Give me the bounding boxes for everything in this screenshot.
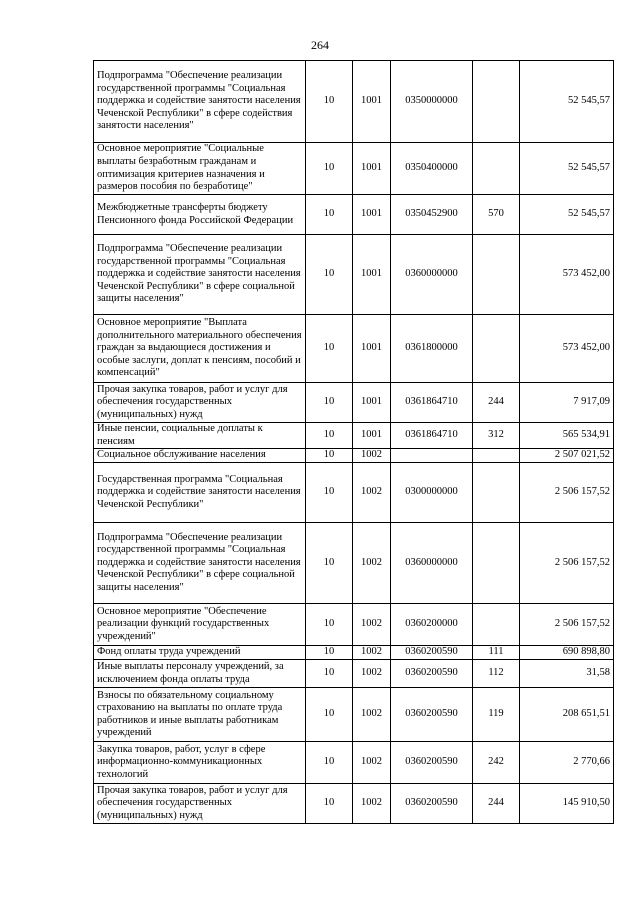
row-amount: 2 506 157,52: [520, 523, 614, 604]
table-row: [94, 383, 614, 423]
row-section: 10: [306, 143, 353, 195]
row-amount: 31,58: [520, 660, 614, 688]
row-subsection: 1001: [353, 315, 391, 383]
row-target-code: 0360200590: [391, 688, 473, 742]
row-target-code: 0361864710: [391, 423, 473, 449]
row-expense-type: [473, 315, 520, 383]
row-name: Иные выплаты персоналу учреждений, за исключением фонда оплаты труда: [94, 660, 306, 688]
row-target-code: 0350452900: [391, 195, 473, 235]
row-name: Иные пенсии, социальные доплаты к пенсиям: [94, 423, 306, 449]
table-row: [94, 61, 614, 143]
row-section: 10: [306, 463, 353, 523]
table-row: [94, 195, 614, 235]
table-row: [94, 784, 614, 824]
row-subsection: 1001: [353, 61, 391, 143]
table-row: [94, 688, 614, 742]
row-expense-type: [473, 463, 520, 523]
row-amount: 573 452,00: [520, 315, 614, 383]
row-subsection: 1002: [353, 449, 391, 463]
table-row: [94, 449, 614, 463]
row-expense-type: 111: [473, 646, 520, 660]
row-target-code: 0360200590: [391, 646, 473, 660]
row-subsection: 1002: [353, 660, 391, 688]
row-name: Прочая закупка товаров, работ и услуг для обеспечения государственных (муниципальных) нужд: [94, 784, 306, 824]
table-row: [94, 143, 614, 195]
row-section: 10: [306, 604, 353, 646]
row-expense-type: [473, 143, 520, 195]
row-section: 10: [306, 742, 353, 784]
row-amount: 690 898,80: [520, 646, 614, 660]
row-target-code: 0361864710: [391, 383, 473, 423]
row-name: Взносы по обязательному социальному страхованию на выплаты по оплате труда работников и иные выплаты работникам учреждений: [94, 688, 306, 742]
row-subsection: 1001: [353, 195, 391, 235]
row-name: Подпрограмма "Обеспечение реализации государственной программы "Социальная поддержка и содействие занятости населения Чеченской Республики" в сфере социальной защиты населения": [94, 523, 306, 604]
row-expense-type: 119: [473, 688, 520, 742]
table-row: [94, 742, 614, 784]
row-amount: 2 506 157,52: [520, 463, 614, 523]
row-name: Социальное обслуживание населения: [94, 449, 306, 463]
row-amount: 2 770,66: [520, 742, 614, 784]
row-section: 10: [306, 383, 353, 423]
row-expense-type: 312: [473, 423, 520, 449]
table-row: [94, 523, 614, 604]
row-section: 10: [306, 784, 353, 824]
row-target-code: 0360000000: [391, 235, 473, 315]
row-expense-type: [473, 61, 520, 143]
row-target-code: 0361800000: [391, 315, 473, 383]
row-section: 10: [306, 523, 353, 604]
row-expense-type: [473, 449, 520, 463]
table-row: [94, 423, 614, 449]
row-target-code: 0360200590: [391, 784, 473, 824]
row-expense-type: [473, 523, 520, 604]
row-target-code: 0360000000: [391, 523, 473, 604]
row-name: Подпрограмма "Обеспечение реализации государственной программы "Социальная поддержка и содействие занятости населения Чеченской Республики" в сфере социальной защиты населения": [94, 235, 306, 315]
row-amount: 7 917,09: [520, 383, 614, 423]
row-expense-type: 112: [473, 660, 520, 688]
row-amount: 2 506 157,52: [520, 604, 614, 646]
row-target-code: 0360200000: [391, 604, 473, 646]
row-target-code: 0360200590: [391, 742, 473, 784]
row-amount: 2 507 021,52: [520, 449, 614, 463]
row-name: Фонд оплаты труда учреждений: [94, 646, 306, 660]
row-expense-type: 570: [473, 195, 520, 235]
row-subsection: 1002: [353, 688, 391, 742]
row-name: Основное мероприятие "Социальные выплаты безработным гражданам и оптимизация критериев назначения и размеров пособия по безработице": [94, 143, 306, 195]
row-name: Основное мероприятие "Выплата дополнительного материального обеспечения граждан за выдающиеся достижения и особые заслуги, доплат к пенсиям, пособий и компенсаций": [94, 315, 306, 383]
table-row: [94, 315, 614, 383]
row-expense-type: [473, 604, 520, 646]
table-row: [94, 235, 614, 315]
row-name: Подпрограмма "Обеспечение реализации государственной программы "Социальная поддержка и содействие занятости населения Чеченской Республики" в сфере содействия занятости населения": [94, 61, 306, 143]
row-subsection: 1001: [353, 383, 391, 423]
table-row: [94, 646, 614, 660]
row-amount: 52 545,57: [520, 195, 614, 235]
budget-table: [93, 60, 614, 824]
table-row: [94, 660, 614, 688]
table-row: [94, 463, 614, 523]
row-subsection: 1002: [353, 604, 391, 646]
row-amount: 145 910,50: [520, 784, 614, 824]
row-subsection: 1002: [353, 523, 391, 604]
row-subsection: 1002: [353, 742, 391, 784]
row-section: 10: [306, 660, 353, 688]
table-row: [94, 604, 614, 646]
row-expense-type: 244: [473, 383, 520, 423]
row-subsection: 1002: [353, 463, 391, 523]
row-target-code: [391, 449, 473, 463]
page-number: 264: [311, 38, 329, 52]
row-name: Государственная программа "Социальная поддержка и содействие занятости населения Чеченской Республики": [94, 463, 306, 523]
row-amount: 52 545,57: [520, 143, 614, 195]
row-subsection: 1002: [353, 646, 391, 660]
row-name: Закупка товаров, работ, услуг в сфере информационно-коммуникационных технологий: [94, 742, 306, 784]
row-expense-type: [473, 235, 520, 315]
row-target-code: 0300000000: [391, 463, 473, 523]
row-expense-type: 242: [473, 742, 520, 784]
row-subsection: 1001: [353, 423, 391, 449]
row-target-code: 0350000000: [391, 61, 473, 143]
row-expense-type: 244: [473, 784, 520, 824]
row-section: 10: [306, 195, 353, 235]
row-name: Межбюджетные трансферты бюджету Пенсионного фонда Российской Федерации: [94, 195, 306, 235]
row-section: 10: [306, 61, 353, 143]
row-name: Прочая закупка товаров, работ и услуг для обеспечения государственных (муниципальных) нужд: [94, 383, 306, 423]
row-section: 10: [306, 315, 353, 383]
row-section: 10: [306, 449, 353, 463]
row-section: 10: [306, 688, 353, 742]
row-amount: 52 545,57: [520, 61, 614, 143]
row-target-code: 0360200590: [391, 660, 473, 688]
row-subsection: 1002: [353, 784, 391, 824]
row-amount: 565 534,91: [520, 423, 614, 449]
row-section: 10: [306, 235, 353, 315]
row-subsection: 1001: [353, 235, 391, 315]
row-name: Основное мероприятие "Обеспечение реализации функций государственных учреждений": [94, 604, 306, 646]
row-section: 10: [306, 646, 353, 660]
row-amount: 208 651,51: [520, 688, 614, 742]
row-subsection: 1001: [353, 143, 391, 195]
row-target-code: 0350400000: [391, 143, 473, 195]
row-amount: 573 452,00: [520, 235, 614, 315]
row-section: 10: [306, 423, 353, 449]
